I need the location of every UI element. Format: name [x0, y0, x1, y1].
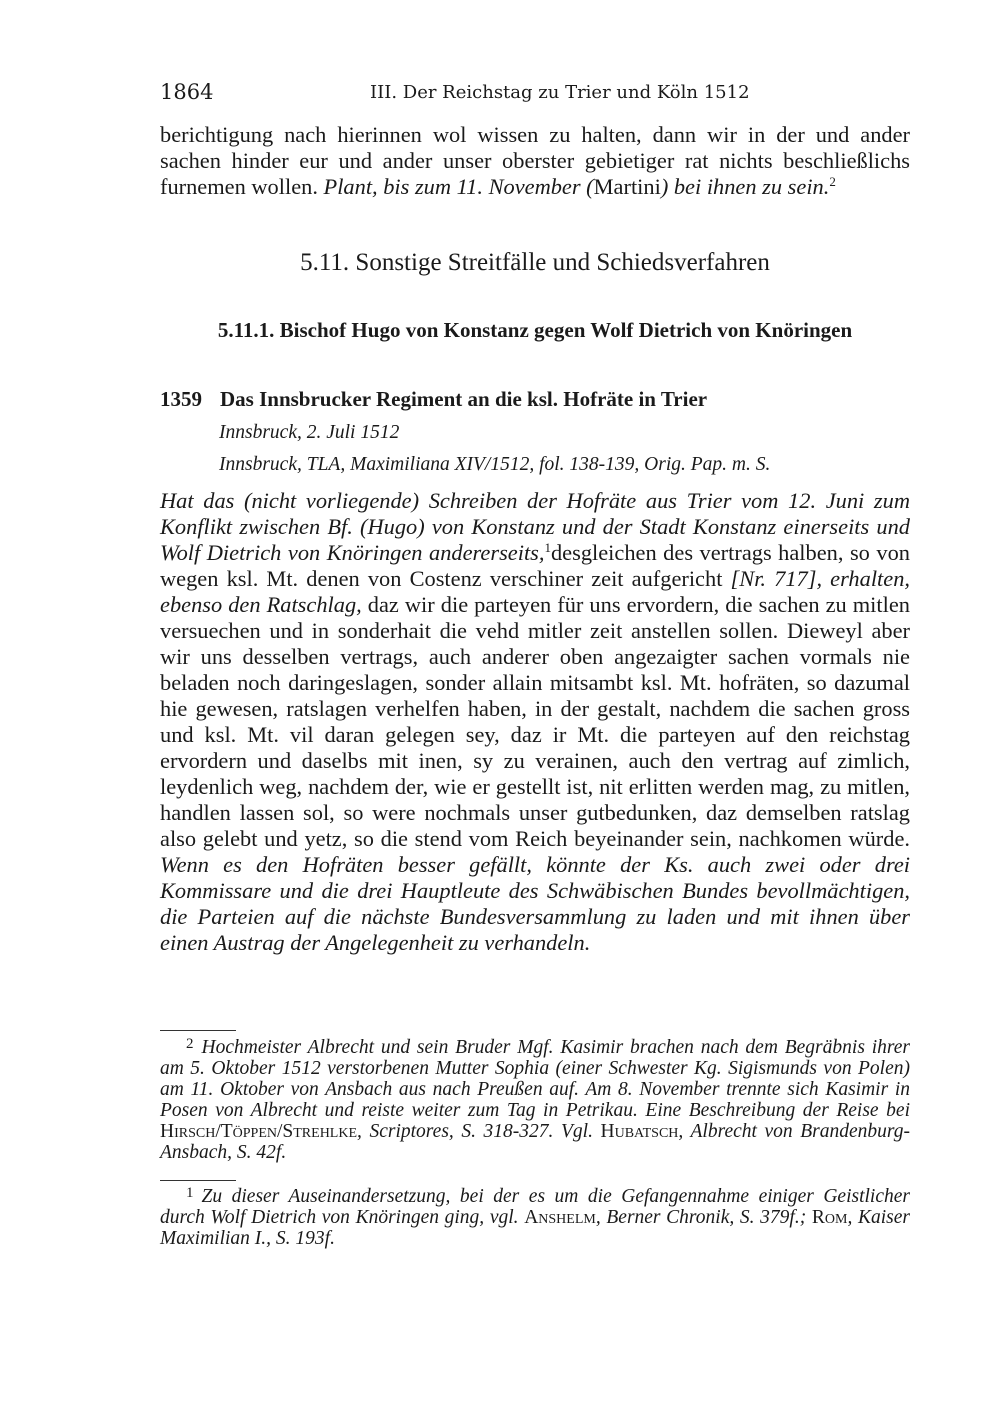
footnote-rule	[160, 1180, 236, 1181]
running-header	[160, 80, 910, 110]
document-number: 1359	[160, 387, 202, 411]
document-source: Innsbruck, TLA, Maximiliana XIV/1512, fol. 138-139, Orig. Pap. m. S.	[219, 454, 771, 475]
document-heading	[160, 387, 910, 412]
continuation-paragraph: berichtigung nach hierinnen wol wissen zu halten, dann wir in der und ander sachen hinder eur und ander unser oberster gebietiger rat nichts beschließlichs furnemen wollen. Plant, bis zum 11. November (Martini) bei ihnen zu sein.$^2$	[160, 122, 910, 199]
section-heading: 5.11. Sonstige Streitfälle und Schiedsverfahren	[300, 249, 770, 276]
footnote-2: $^2$ Hochmeister Albrecht und sein Bruder Mgf. Kasimir brachen nach dem Begräbnis ihrer am 5. Oktober 1512 verstorbenen Mutter Sophia (einer Schwester Kg. Sigismunds von Polen) am 11. Oktober von Ansbach aus nach Preußen auf. Am 8. November trennte sich Kasimir in Posen von Albrecht und reiste weiter zum Tag in Petrikau. Eine Beschreibung der Reise bei Hirsch/Töppen/Strehlke, Scriptores, S. 318-327. Vgl. Hubatsch, Albrecht von Brandenburg-Ansbach, S. 42f.	[160, 1036, 910, 1163]
footnote-ref-1[interactable]: 1	[544, 540, 551, 555]
page-number: 1864	[160, 80, 214, 104]
running-title: III. Der Reichstag zu Trier und Köln 1512	[370, 82, 750, 103]
footnote-ref-2[interactable]: 2	[829, 174, 836, 189]
document-body: Hat das (nicht vorliegende) Schreiben der Hofräte aus Trier vom 12. Juni zum Konflikt zwischen Bf. (Hugo) von Konstanz und der Stadt Konstanz einerseits und Wolf Dietrich von Knöringen andererseits,$^1$desgleichen des vertrags halben, so von wegen ksl. Mt. denen von Costenz verschiner zeit aufgericht [Nr. 717], erhalten, ebenso den Ratschlag, daz wir die parteyen für uns ervordern, die sachen zu mitlen versuechen und in sonderhait die vehd mitler zeit anstellen sollen. Dieweyl aber wir uns desselben vertrags, auch anderer oben angezaigter sachen vormals nie beladen noch daringeslagen, sonder allain mitsambt ksl. Mt. hofräten, so dazumal hie gewesen, ratslagen verhelfen haben, in der gestalt, nachdem die sachen gross und ksl. Mt. vil daran gelegen sey, daz ir Mt. die parteyen auf den reichstag ervordern und daselbs mit inen, sy zu verainen, auch den vertrag auf zimlich, leydenlich weg, nachdem der, wie er gestellt ist, nit erlitten werden mag, zu mitlen, handlen lassen sol, so were nochmals unser gutbedunken, daz demselben ratslag also gelebt und yetz, so die stend vom Reich beyeinander sein, nachkomen würde. Wenn es den Hofräten besser gefällt, könnte der Ks. auch zwei oder drei Kommissare und die drei Hauptleute des Schwäbischen Bundes bevollmächtigen, die Parteien auf die nächste Bundesversammlung zu laden und mit ihnen über einen Austrag der Angelegenheit zu verhandeln.	[160, 488, 910, 955]
footnote-mark: 1	[186, 1185, 194, 1201]
footnote-rule	[160, 1030, 236, 1031]
document-title: Das Innsbrucker Regiment an die ksl. Hofräte in Trier	[220, 387, 708, 411]
subsection-heading: 5.11.1. Bischof Hugo von Konstanz gegen Wolf Dietrich von Knöringen	[217, 318, 853, 342]
footnote-1: $^1$ Zu dieser Auseinandersetzung, bei der es um die Gefangennahme einiger Geistlicher durch Wolf Dietrich von Knöringen ging, vgl. Anshelm, Berner Chronik, S. 379f.; Rom, Kaiser Maximilian I., S. 193f.	[160, 1185, 910, 1249]
footnote-mark: 2	[186, 1036, 194, 1052]
document-date: Innsbruck, 2. Juli 1512	[219, 422, 400, 443]
